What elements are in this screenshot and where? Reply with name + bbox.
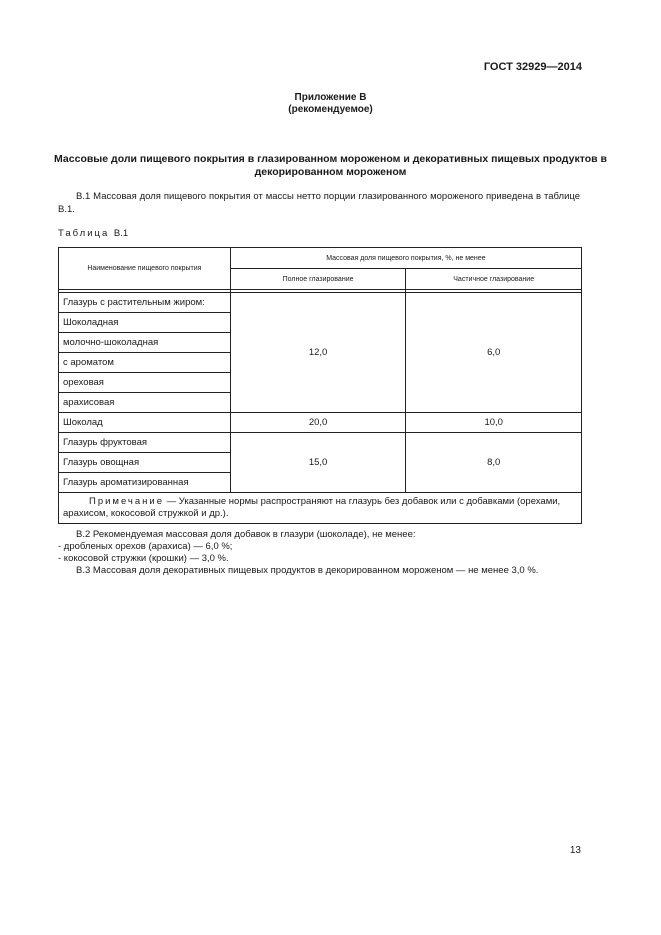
group2-full-value: 20,0 (230, 413, 406, 433)
table-note-row (59, 493, 582, 524)
list-item: - дробленых орехов (арахиса) — 6,0 %; (58, 541, 233, 552)
section-title: Массовые доли пищевого покрытия в глазированном мороженом и декоративных пищевых продуктов в декорированном мороженом (54, 153, 607, 178)
table-caption-number: В.1 (113, 228, 129, 239)
table-row (59, 293, 582, 313)
row-name: Шоколад (59, 413, 231, 433)
row-name: Глазурь овощная (59, 453, 231, 473)
row-name: Шоколадная (59, 313, 231, 333)
header-name: Наименование пищевого покрытия (59, 248, 231, 290)
table-row (59, 433, 582, 453)
group2-partial-value: 10,0 (406, 413, 582, 433)
paragraph-b2: В.2 Рекомендуемая массовая доля добавок в глазури (шоколаде), не менее: (76, 529, 416, 540)
row-name: Глазурь фруктовая (59, 433, 231, 453)
group1-partial-value: 6,0 (406, 293, 582, 413)
table-header-row (59, 248, 582, 269)
coating-table (58, 247, 582, 524)
page-number: 13 (569, 845, 581, 856)
row-name: арахисовая (59, 393, 231, 413)
paragraph-b3: В.3 Массовая доля декоративных пищевых продуктов в декорированном мороженом — не менее 3,0 %. (76, 565, 539, 576)
appendix-title: Приложение В (294, 92, 367, 103)
note-text: — Указанные нормы распространяют на глазурь без добавок или с добавками (орехами, арахисом, кокосовой стружкой и др.). (63, 495, 561, 519)
appendix-subtitle: (рекомендуемое) (288, 104, 373, 115)
row-name: Глазурь ароматизированная (59, 473, 231, 493)
group3-full-value: 15,0 (230, 433, 406, 493)
table-row (59, 413, 582, 433)
header-partial-glazing: Частичное глазирование (406, 269, 582, 290)
standard-number: ГОСТ 32929—2014 (483, 61, 582, 73)
table-note (59, 493, 582, 524)
group3-partial-value: 8,0 (406, 433, 582, 493)
row-name: с ароматом (59, 353, 231, 373)
row-name: Глазурь с растительным жиром: (59, 293, 231, 313)
paragraph-b1: В.1 Массовая доля пищевого покрытия от массы нетто порции глазированного мороженого приведена в таблице В.1. (58, 191, 580, 215)
list-item: - кокосовой стружки (крошки) — 3,0 %. (58, 553, 229, 564)
row-name: ореховая (59, 373, 231, 393)
table-caption-word: Таблица (58, 228, 110, 239)
row-name: молочно-шоколадная (59, 333, 231, 353)
group1-full-value: 12,0 (230, 293, 406, 413)
table-caption (58, 228, 128, 239)
header-full-glazing: Полное глазирование (230, 269, 406, 290)
header-group: Массовая доля пищевого покрытия, %, не менее (230, 248, 581, 269)
note-label: Примечание (89, 495, 164, 507)
